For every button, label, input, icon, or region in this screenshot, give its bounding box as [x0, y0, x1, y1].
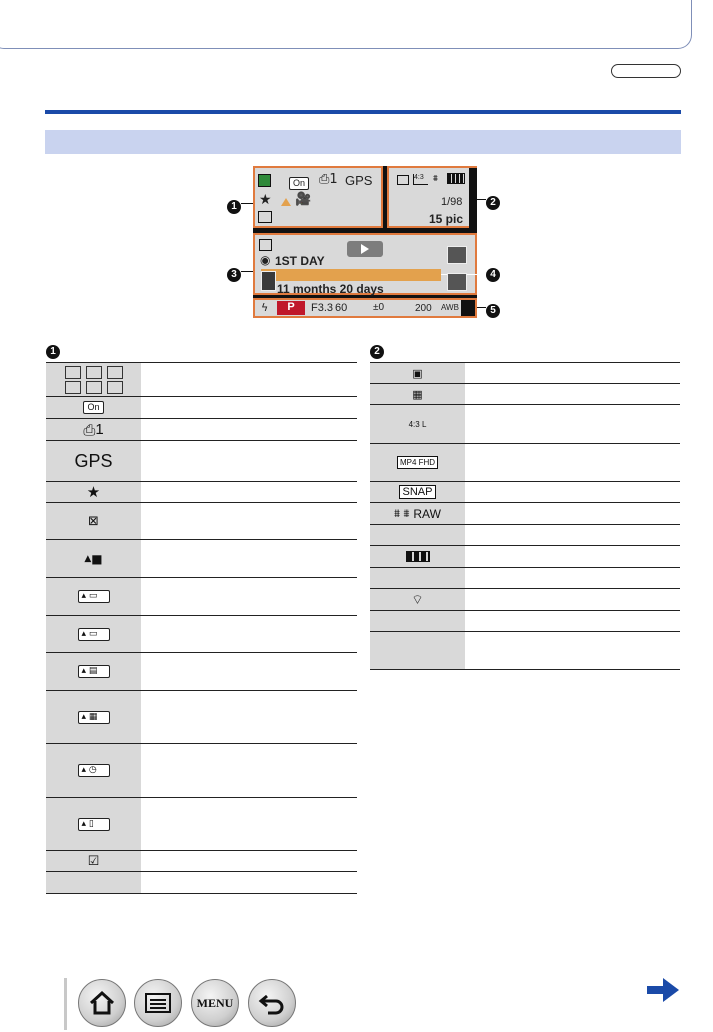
thumbnail-button[interactable] [447, 246, 467, 264]
print-count: 1 [329, 172, 338, 187]
area-5 [253, 298, 477, 318]
white-balance: AWB [441, 303, 459, 312]
callout-4: 4 [486, 264, 500, 282]
table-row [370, 405, 680, 444]
area-1 [253, 166, 383, 228]
group-movie-icon: ▲ ■ [46, 540, 141, 577]
table-row [370, 546, 680, 568]
print-icon: ⎙ 1 [46, 419, 141, 440]
table-row [370, 589, 680, 611]
table-row [46, 691, 357, 744]
iso: 200 [415, 303, 432, 314]
aspect-size-icon: 4:3 L [370, 405, 465, 443]
protect-icon: On [289, 173, 309, 191]
menu-label: MENU [196, 995, 234, 1010]
shutter: 60 [335, 302, 348, 314]
group-triangle-icon [281, 198, 291, 206]
table-row [46, 503, 357, 540]
flash-icon: ϟ [261, 301, 269, 314]
travel-icon: ◉ [260, 253, 271, 267]
blank-icon [370, 568, 465, 588]
top-frame [0, 0, 692, 49]
protect-icon: On [46, 397, 141, 418]
section-band [45, 130, 681, 154]
callout-line-1 [241, 203, 253, 204]
edit-icon [259, 239, 272, 251]
movie-format-icon: MP4 FHD [370, 444, 465, 481]
face-off-icon: ⊠ [46, 503, 141, 539]
4k-photo-icon: ▣ [370, 363, 465, 383]
home-button[interactable] [78, 979, 126, 1027]
table-row [46, 653, 357, 691]
next-page-arrow-icon[interactable] [645, 975, 681, 1005]
quality-icon: ⩩ [433, 174, 438, 184]
mode-badge: P [277, 301, 305, 315]
empty-icon [46, 872, 141, 893]
play-modes-icon [46, 363, 141, 396]
table-row [370, 525, 680, 546]
title-rule [45, 110, 681, 114]
group-stop-motion-icon: ▴ ▯ [46, 798, 141, 850]
age-label: 11 months 20 days [277, 282, 384, 296]
screen-edge-bottom [461, 300, 475, 316]
table-row [46, 616, 357, 653]
section1-table [46, 362, 357, 894]
group-post-focus-icon: ▴ ▦ [46, 691, 141, 743]
table-row [370, 482, 680, 503]
blank-icon [370, 611, 465, 631]
callout-5: 5 [486, 300, 500, 318]
table-row [46, 540, 357, 578]
table-row [46, 872, 357, 894]
callout-2: 2 [486, 192, 500, 210]
contents-button[interactable] [134, 979, 182, 1027]
movie-camera-icon: 🎥 [295, 192, 312, 207]
table-row [46, 798, 357, 851]
battery-icon [370, 546, 465, 567]
blank-icon [370, 632, 465, 669]
table-row [370, 568, 680, 589]
gps-label: GPS [345, 173, 373, 188]
table-row [370, 384, 680, 405]
table-row [370, 503, 680, 525]
section2-table [370, 362, 680, 670]
group-photo-icon: ▴ ▭ [46, 578, 141, 615]
table-row [370, 611, 680, 632]
table-row [46, 363, 357, 397]
table-row [46, 482, 357, 503]
aspect-icon: 4:3 [413, 174, 428, 185]
table-row [46, 397, 357, 419]
star-icon: ★ [46, 482, 141, 502]
callout-3: 3 [227, 264, 241, 282]
screen-edge [469, 168, 477, 228]
share-icon [261, 271, 276, 291]
section2-heading: 2 [370, 341, 384, 359]
table-row [370, 632, 680, 670]
quality-icon: ⩩ ⩩ RAW [370, 503, 465, 524]
menu-button[interactable] [191, 979, 239, 1027]
post-focus-icon: ▦ [370, 384, 465, 404]
play-mode-icon [258, 174, 271, 187]
exposure: ±0 [373, 302, 385, 313]
section1-heading: 1 [46, 341, 60, 359]
battery-icon [447, 173, 465, 184]
print-icon: ⎙1 [319, 172, 338, 187]
table-row [46, 851, 357, 872]
play-icon [361, 244, 369, 254]
group-4k-icon: ▴ ▤ [46, 653, 141, 690]
table-row [370, 363, 680, 384]
group-burst-icon: ▴ ▭ [46, 616, 141, 652]
text-stamp-icon: ☑ [46, 851, 141, 871]
list-icon [144, 992, 172, 1014]
pictures-count: 15 pic [429, 212, 464, 226]
home-icon [88, 990, 116, 1016]
gps-icon: GPS [46, 441, 141, 481]
blank-icon [370, 525, 465, 545]
table-row [46, 578, 357, 616]
group-timelapse-icon: ▴ ◷ [46, 744, 141, 797]
snap-icon: SNAP [370, 482, 465, 502]
table-row [370, 444, 680, 482]
callout-line-3 [241, 271, 253, 272]
file-number: 1/98 [441, 196, 463, 208]
area-3 [253, 233, 477, 295]
callout-line-5 [477, 307, 486, 308]
wifi-icon: ⌔ [370, 589, 465, 610]
play-button[interactable] [347, 241, 383, 257]
text-stamp-icon [258, 211, 272, 223]
table-row [46, 441, 357, 482]
table-row [46, 744, 357, 798]
callout-line-2 [477, 199, 486, 200]
4k-icon [397, 175, 409, 185]
nav-divider [64, 978, 67, 1030]
back-button[interactable] [248, 979, 296, 1027]
age-highlight-bar [261, 269, 441, 281]
travel-label: 1ST DAY [275, 254, 325, 268]
pill-badge [611, 64, 681, 78]
aperture: F3.3 [311, 302, 334, 314]
area-2 [387, 166, 477, 228]
table-row [46, 419, 357, 441]
back-arrow-icon [258, 991, 286, 1015]
callout-1: 1 [227, 196, 241, 214]
star-icon: ★ [259, 192, 272, 208]
delete-button[interactable] [447, 273, 467, 291]
